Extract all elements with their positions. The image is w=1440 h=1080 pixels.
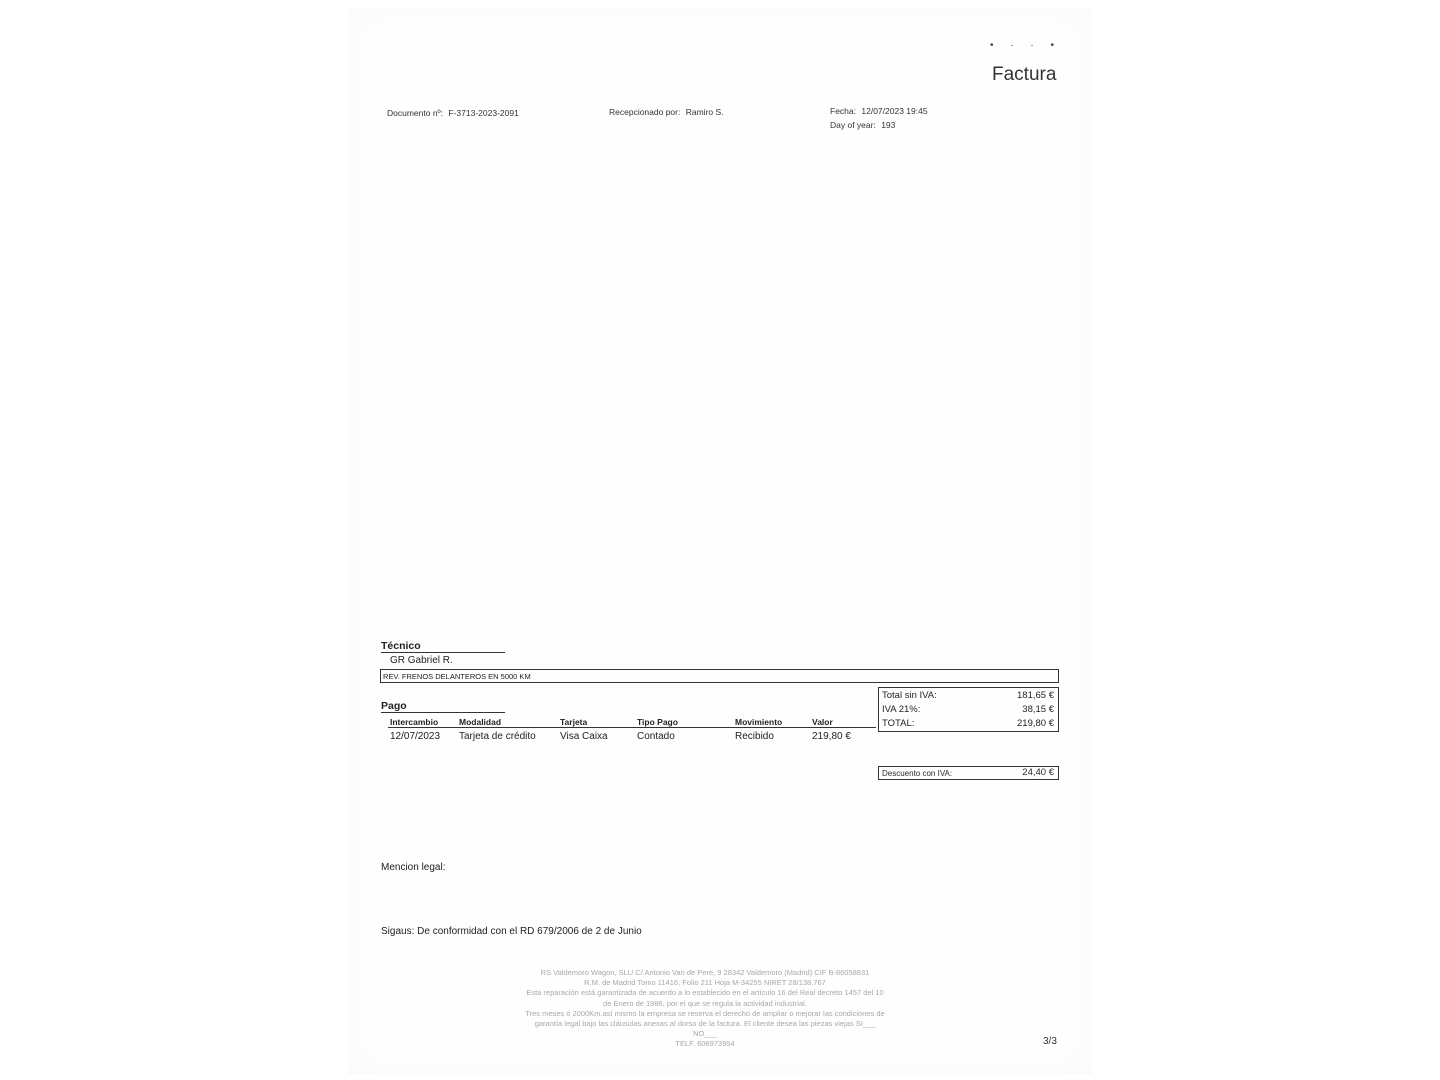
totals-box [878,687,1059,732]
tecnico-heading: Técnico [381,640,421,652]
col-tarjeta: Tarjeta [560,717,588,727]
cell-modalidad: Tarjeta de crédito [459,731,536,742]
col-valor: Valor [812,717,833,727]
cell-tipo-pago: Contado [637,731,675,742]
descuento-value: 24,40 € [1022,767,1054,778]
recepcionado-value: Ramiro S. [685,107,724,117]
descuento-label: Descuento con IVA: [882,769,953,778]
pago-underline [381,712,505,713]
fecha-value: 12/07/2023 19:45 [861,106,928,116]
total-sin-iva-row [882,690,1054,701]
col-modalidad: Modalidad [459,717,502,727]
total-value: 219,80 € [1017,718,1054,729]
day-value: 193 [881,120,896,130]
footer-line: Esta reparación está garantizada de acuerdo a lo establecido en el artículo 16 del Real decreto 1457 del 10 [526,988,884,998]
documento-label: Documento nº: [387,108,444,118]
tecnico-name: GR Gabriel R. [390,655,453,666]
cell-intercambio: 12/07/2023 [390,731,441,742]
footer-line: Tres meses ó 2000Km.así mismo la empresa se reserva el derecho de ampliar o mejorar las condiciones de [525,1008,885,1018]
footer-line: NO___ [693,1029,717,1039]
pago-header-underline [388,727,876,728]
col-tipo-pago: Tipo Pago [637,717,678,727]
iva-label: IVA 21%: [882,704,921,715]
documento-value: F-3713-2023-2091 [448,108,519,118]
pago-heading: Pago [381,700,407,712]
total-sin-iva-value: 181,65 € [1017,690,1054,701]
sigaus-text: Sigaus: De conformidad con el RD 679/2006 de 2 de Junio [381,926,642,937]
fecha-field [830,106,928,116]
recepcionado-field [609,107,724,117]
footer-legal-text [480,968,930,1050]
documento-field [387,108,519,118]
tecnico-underline [381,652,505,653]
day-of-year-field [830,120,895,130]
day-label: Day of year: [830,120,876,130]
footer-line: garantía legal bajo las cláusulas anexas al dorso de la factura. El cliente desea las piezas viejas SI___ [534,1019,876,1029]
footer-line: RS Valdemoro Wagon, SLU C/ Antonio Van de Pere, 9 28342 Valdemoro (Madrid) CIF B-86058831 [540,968,870,977]
iva-row [882,704,1054,715]
total-row [882,718,1054,729]
descuento-box [878,766,1059,780]
fecha-label: Fecha: [830,106,856,116]
cell-valor: 219,80 € [812,731,851,742]
document-title: Factura [992,64,1057,85]
page-number: 3/3 [1043,1036,1057,1047]
total-label: TOTAL: [882,718,915,729]
footer-line: de Enero de 1986, por el que se regula la actividad industrial. [603,998,807,1008]
invoice-page [348,8,1092,1074]
total-sin-iva-label: Total sin IVA: [882,690,937,701]
footer-line: TELF. 606973954 [675,1039,735,1049]
footer-line: R.M. de Madrid Tomo 11416, Folio 211 Hoja M-34255 NIRET 28/138.767 [584,978,826,988]
description-text: REV. FRENOS DELANTEROS EN 5000 KM [383,672,531,681]
header-marks: • · · • [990,40,1061,51]
iva-value: 38,15 € [1022,704,1054,715]
col-movimiento: Movimiento [735,717,783,727]
col-intercambio: Intercambio [390,717,439,727]
recepcionado-label: Recepcionado por: [609,107,681,117]
mencion-legal: Mencion legal: [381,862,446,873]
cell-tarjeta: Visa Caixa [560,731,608,742]
cell-movimiento: Recibido [735,731,774,742]
